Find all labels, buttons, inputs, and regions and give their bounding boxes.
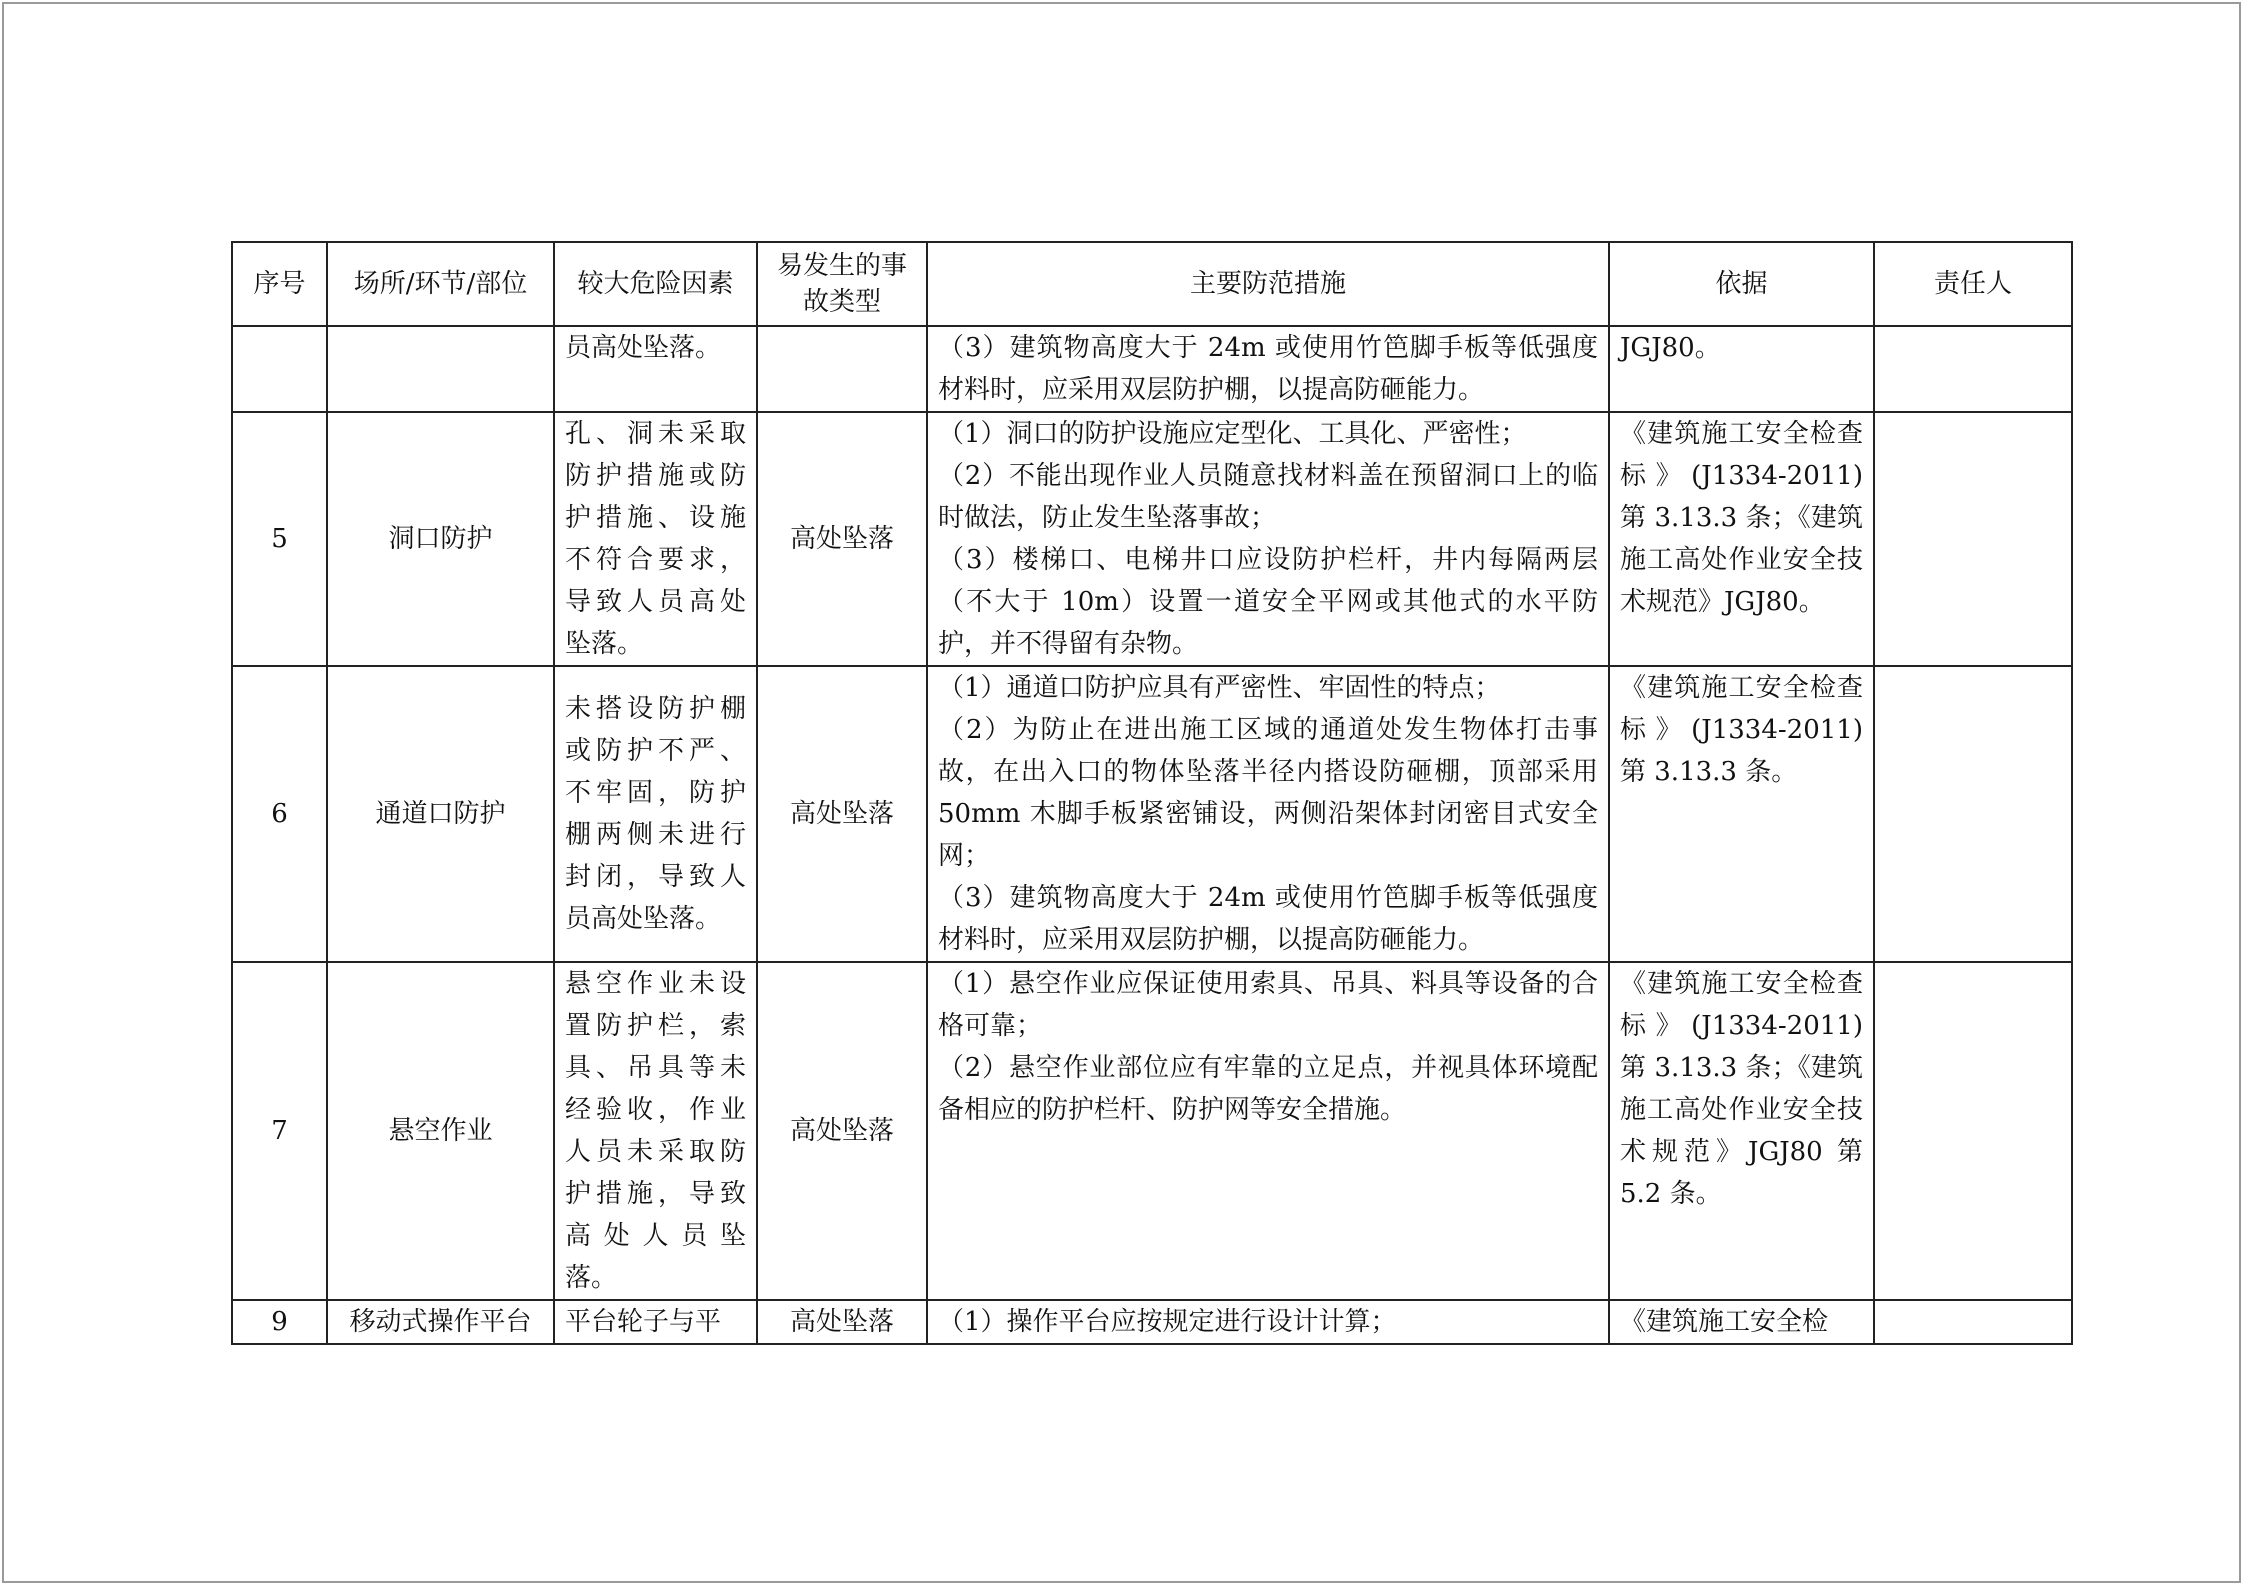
measure-item: （3）建筑物高度大于 24m 或使用竹笆脚手板等低强度材料时，应采用双层防护棚，以提高防砸能力。 (938, 333, 1598, 405)
cell-measures (927, 326, 1609, 412)
cell-accident-type: 高处坠落 (757, 666, 927, 962)
cell-accident-type: 高处坠落 (757, 412, 927, 666)
cell-location (327, 326, 554, 412)
cell-responsible (1874, 1300, 2072, 1344)
measure-item: （1）洞口的防护设施应定型化、工具化、严密性； (938, 419, 1527, 449)
measure-item: （3）建筑物高度大于 24m 或使用竹笆脚手板等低强度材料时，应采用双层防护棚，以提高防砸能力。 (938, 883, 1598, 955)
cell-measures (927, 1300, 1609, 1344)
measure-item: （1）通道口防护应具有严密性、牢固性的特点； (938, 673, 1501, 703)
header-location: 场所/环节/部位 (327, 242, 554, 326)
measure-item: （2）为防止在进出施工区域的通道处发生物体打击事故，在出入口的物体坠落半径内搭设防砸棚，顶部采用 50mm 木脚手板紧密铺设，两侧沿架体封闭密目式安全网； (938, 715, 1598, 871)
cell-hazard: 悬空作业未设置防护栏，索具、吊具等未经验收，作业人员未采取防护措施，导致高处人员坠落。 (554, 962, 757, 1300)
table-row (232, 412, 2072, 666)
hazard-table (231, 241, 2073, 1345)
header-responsible: 责任人 (1874, 242, 2072, 326)
cell-no (232, 326, 327, 412)
cell-responsible (1874, 666, 2072, 962)
cell-basis: 《建筑施工安全检查标》(J1334-2011)第 3.13.3 条；《建筑施工高处作业安全技术规范》JGJ80。 (1609, 412, 1874, 666)
cell-basis: 《建筑施工安全检查标》(J1334-2011)第 3.13.3 条；《建筑施工高处作业安全技术规范》JGJ80 第 5.2 条。 (1609, 962, 1874, 1300)
header-accident-type: 易发生的事故类型 (757, 242, 927, 326)
cell-location: 通道口防护 (327, 666, 554, 962)
cell-no: 9 (232, 1300, 327, 1344)
header-hazard: 较大危险因素 (554, 242, 757, 326)
table-row (232, 962, 2072, 1300)
header-no: 序号 (232, 242, 327, 326)
table-row (232, 326, 2072, 412)
cell-location: 移动式操作平台 (327, 1300, 554, 1344)
cell-no: 7 (232, 962, 327, 1300)
cell-accident-type (757, 326, 927, 412)
cell-basis: JGJ80。 (1609, 326, 1874, 412)
cell-basis: 《建筑施工安全检 (1609, 1300, 1874, 1344)
cell-location: 洞口防护 (327, 412, 554, 666)
cell-responsible (1874, 326, 2072, 412)
measure-item: （1）悬空作业应保证使用索具、吊具、料具等设备的合格可靠； (938, 969, 1598, 1041)
cell-accident-type: 高处坠落 (757, 1300, 927, 1344)
measure-item: （2）悬空作业部位应有牢靠的立足点，并视具体环境配备相应的防护栏杆、防护网等安全措施。 (938, 1053, 1598, 1125)
measure-item: （1）操作平台应按规定进行设计计算； (938, 1307, 1397, 1337)
cell-hazard: 员高处坠落。 (554, 326, 757, 412)
cell-measures (927, 962, 1609, 1300)
measure-item: （3）楼梯口、电梯井口应设防护栏杆，井内每隔两层（不大于 10m）设置一道安全平网或其他式的水平防护，并不得留有杂物。 (938, 545, 1598, 659)
table-row (232, 666, 2072, 962)
cell-measures (927, 666, 1609, 962)
cell-measures (927, 412, 1609, 666)
cell-accident-type: 高处坠落 (757, 962, 927, 1300)
table-row (232, 1300, 2072, 1344)
cell-hazard: 孔、洞未采取防护措施或防护措施、设施不符合要求，导致人员高处坠落。 (554, 412, 757, 666)
header-measures: 主要防范措施 (927, 242, 1609, 326)
cell-no: 5 (232, 412, 327, 666)
cell-basis: 《建筑施工安全检查标》(J1334-2011)第 3.13.3 条。 (1609, 666, 1874, 962)
measure-item: （2）不能出现作业人员随意找材料盖在预留洞口上的临时做法，防止发生坠落事故； (938, 461, 1598, 533)
cell-responsible (1874, 962, 2072, 1300)
cell-hazard: 平台轮子与平 (554, 1300, 757, 1344)
header-basis: 依据 (1609, 242, 1874, 326)
header-row (232, 242, 2072, 326)
cell-responsible (1874, 412, 2072, 666)
cell-location: 悬空作业 (327, 962, 554, 1300)
cell-no: 6 (232, 666, 327, 962)
cell-hazard: 未搭设防护棚或防护不严、不牢固，防护棚两侧未进行封闭，导致人员高处坠落。 (554, 666, 757, 962)
